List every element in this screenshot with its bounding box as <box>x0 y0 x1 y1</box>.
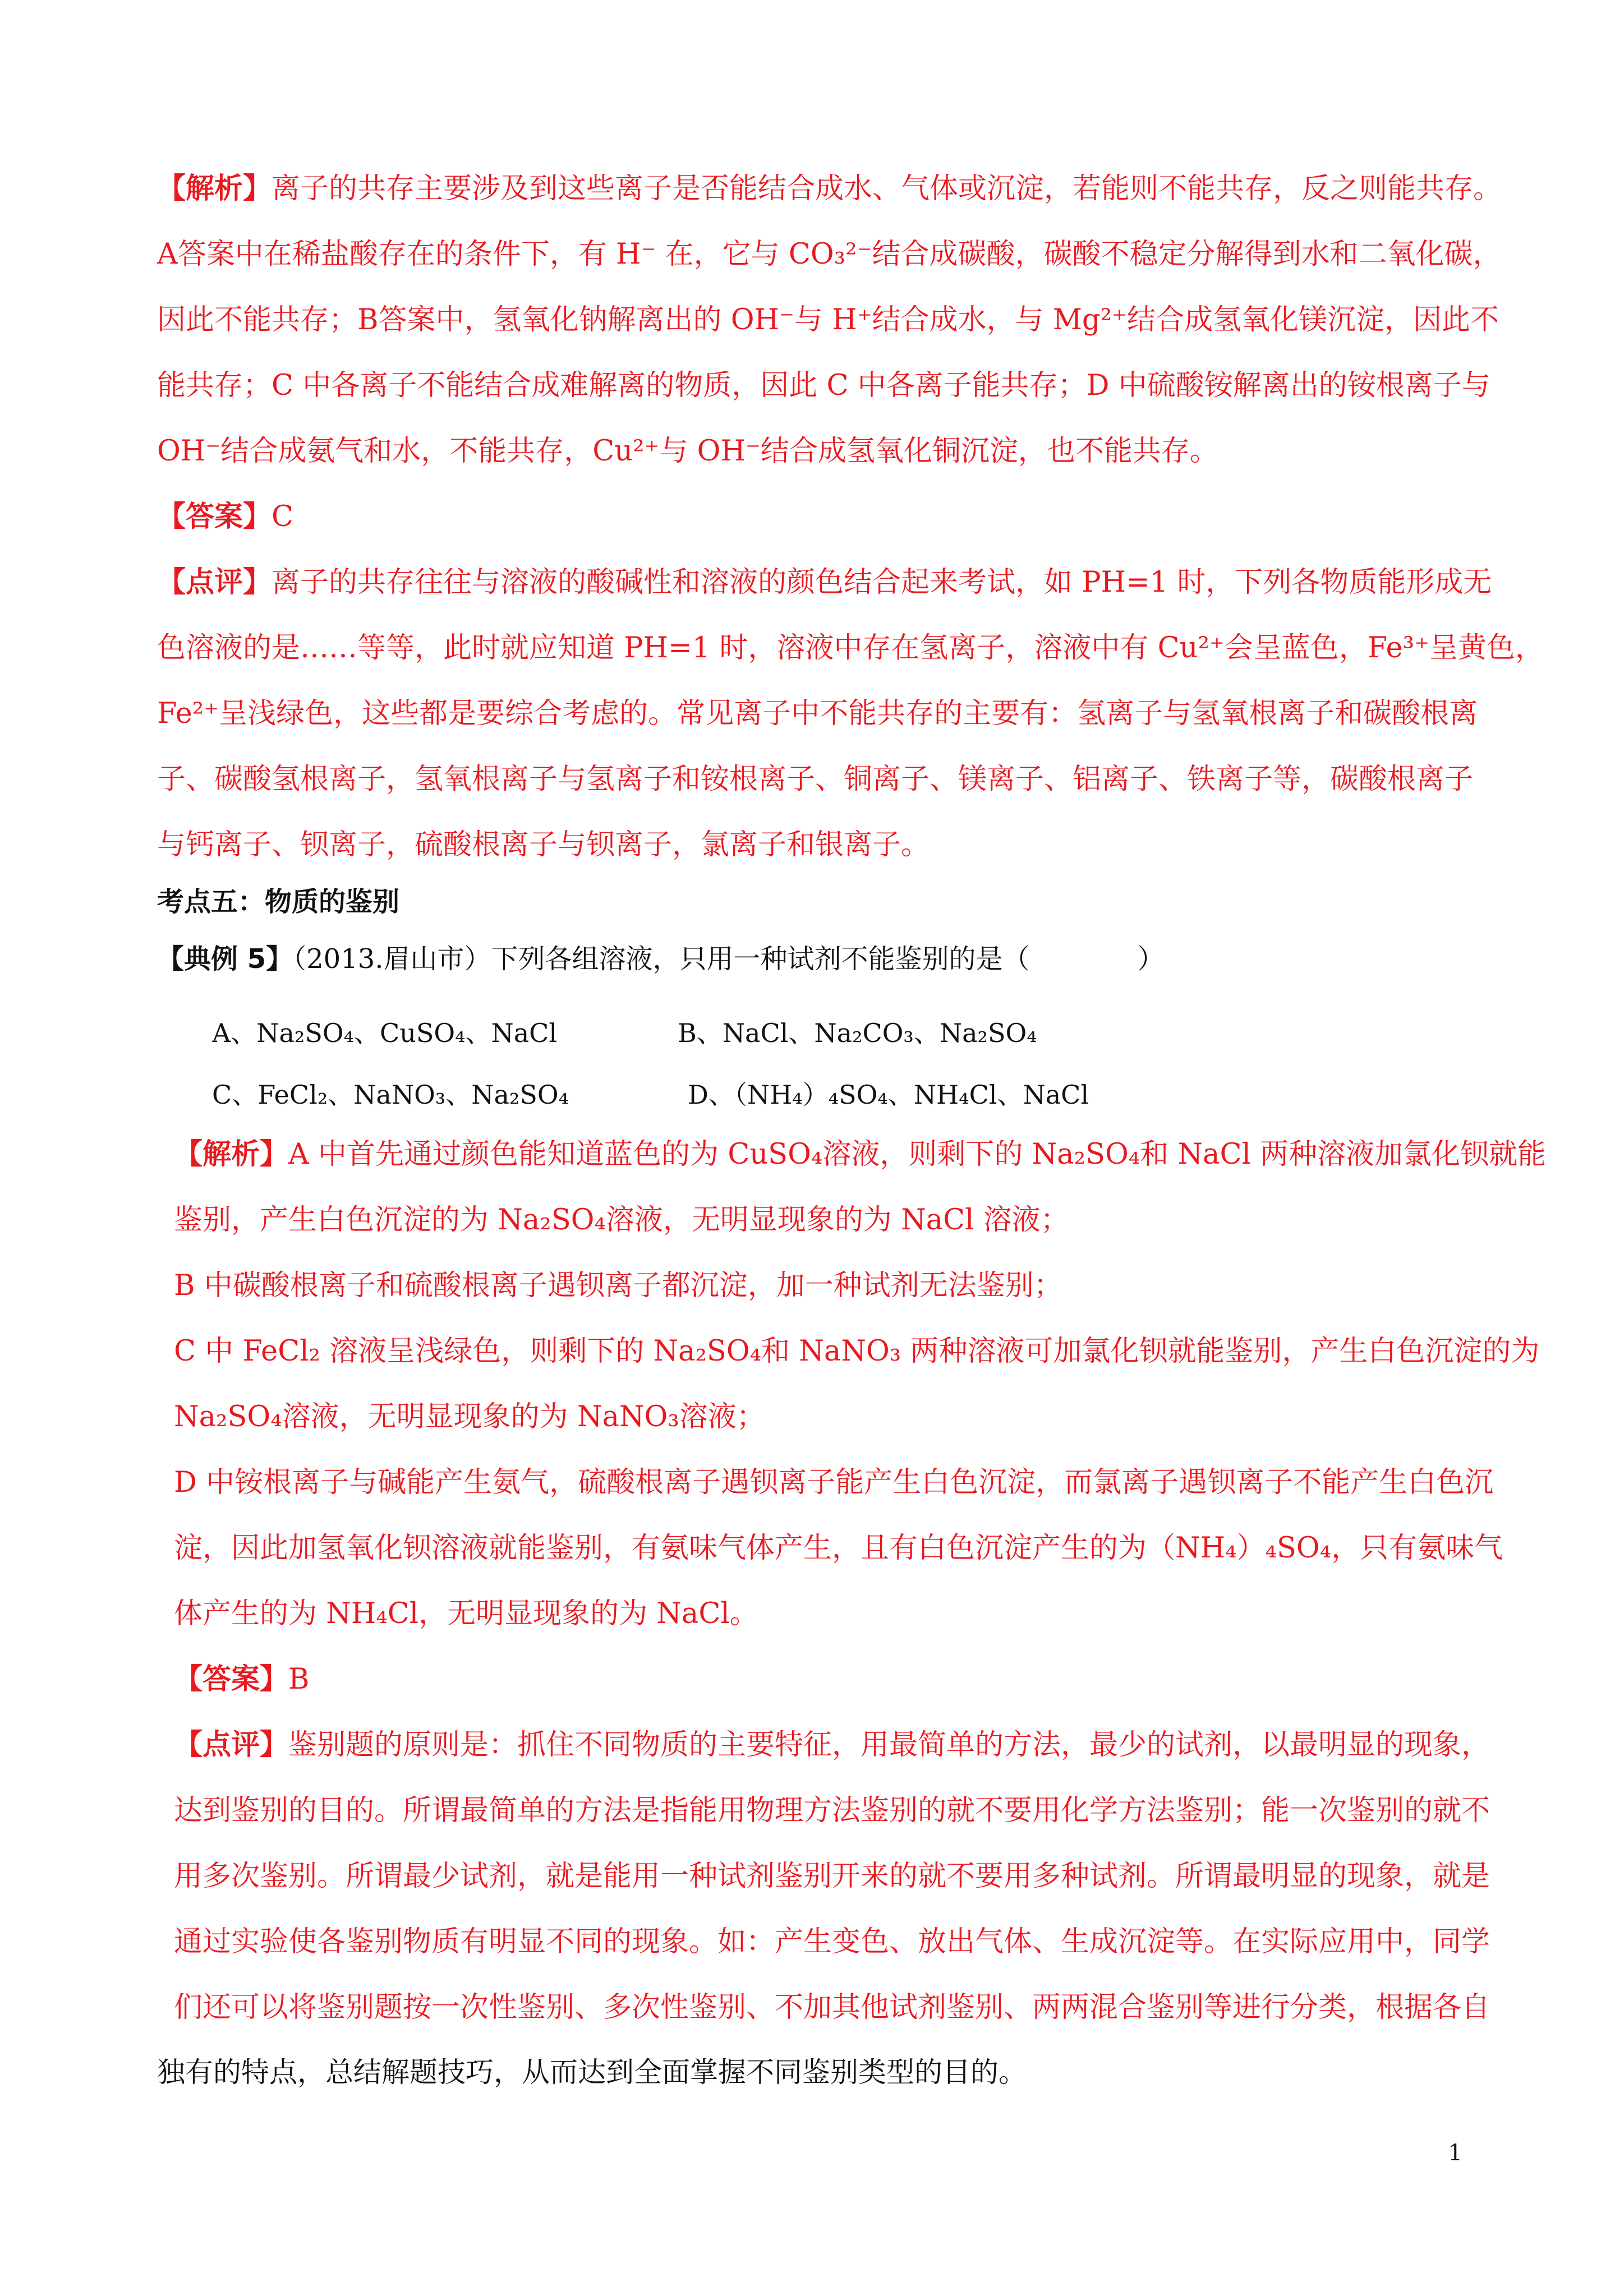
comment-tail-line: 独有的特点，总结解题技巧，从而达到全面掌握不同鉴别类型的目的。 <box>157 2056 1027 2088</box>
section-title: 考点五：物质的鉴别 <box>157 886 400 918</box>
analysis-1 <box>157 156 1544 878</box>
comment-tag: 【点评】 <box>174 1728 289 1762</box>
analysis-line: A答案中在稀盐酸存在的条件下，有 H⁻ 在，它与 CO₃²⁻结合成碳酸，碳酸不稳定分解得到水和二氧化碳， <box>157 238 1502 271</box>
analysis-line: 能共存；C 中各离子不能结合成难解离的物质，因此 C 中各离子能共存；D 中硫酸铵解离出的铵根离子与 <box>157 369 1490 402</box>
comment-line: 们还可以将鉴别题按一次性鉴别、多次性鉴别、不加其他试剂鉴别、两两混合鉴别等进行分类，根据各自 <box>174 1991 1490 2024</box>
analysis-line: B 中碳酸根离子和硫酸根离子遇钡离子都沉淀，加一种试剂无法鉴别； <box>174 1269 1062 1302</box>
analysis-line: 体产生的为 NH₄Cl，无明显现象的为 NaCl。 <box>174 1597 758 1630</box>
example-question-text: （2013.眉山市）下列各组溶液，只用一种试剂不能鉴别的是（ ） <box>293 943 1165 975</box>
page-number: 1 <box>1448 2140 1462 2166</box>
comment-line: 子、碳酸氢根离子，氢氧根离子与氢离子和铵根离子、铜离子、镁离子、铝离子、铁离子等，碳酸根离子 <box>157 763 1474 796</box>
option-b: B、NaCl、Na₂CO₃、Na₂SO₄ <box>678 1018 1037 1048</box>
analysis-line: 淀，因此加氢氧化钡溶液就能鉴别，有氨味气体产生，且有白色沉淀产生的为（NH₄）₄SO₄，只有氨味气 <box>174 1532 1503 1565</box>
option-c: C、FeCl₂、NaNO₃、Na₂SO₄ <box>212 1080 569 1110</box>
comment-line: 色溶液的是……等等，此时就应知道 PH=1 时，溶液中存在氢离子，溶液中有 Cu²⁺会呈蓝色，Fe³⁺呈黄色， <box>157 631 1544 665</box>
analysis-line: C 中 FeCl₂ 溶液呈浅绿色，则剩下的 Na₂SO₄和 NaNO₃ 两种溶液可加氯化钡就能鉴别，产生白色沉淀的为 <box>174 1335 1540 1368</box>
analysis-line: OH⁻结合成氨气和水，不能共存，Cu²⁺与 OH⁻结合成氢氧化铜沉淀，也不能共存。 <box>157 435 1218 468</box>
analysis-line: 鉴别，产生白色沉淀的为 Na₂SO₄溶液，无明显现象的为 NaCl 溶液； <box>174 1204 1069 1237</box>
answer-tag: 【答案】 <box>157 500 272 533</box>
analysis-line: A 中首先通过颜色能知道蓝色的为 CuSO₄溶液，则剩下的 Na₂SO₄和 NaCl 两种溶液加氯化钡就能 <box>288 1138 1547 1171</box>
comment-line: 离子的共存往往与溶液的酸碱性和溶液的颜色结合起来考试，如 PH=1 时，下列各物质能形成无 <box>272 566 1492 599</box>
answer-value: B <box>288 1663 310 1696</box>
comment-tag: 【点评】 <box>157 566 272 599</box>
example-tag: 【典例 5】 <box>157 943 293 975</box>
analysis-line: 因此不能共存；B答案中，氢氧化钠解离出的 OH⁻与 H⁺结合成水，与 Mg²⁺结合成氢氧化镁沉淀，因此不 <box>157 303 1499 336</box>
analysis-tag: 【解析】 <box>174 1138 289 1171</box>
example-question <box>157 938 1484 980</box>
comment-line: Fe²⁺呈浅绿色，这些都是要综合考虑的。常见离子中不能共存的主要有：氢离子与氢氧根离子和碳酸根离 <box>157 697 1478 730</box>
comment-line: 通过实验使各鉴别物质有明显不同的现象。如：产生变色、放出气体、生成沉淀等。在实际应用中，同学 <box>174 1925 1490 1958</box>
answer-tag: 【答案】 <box>174 1663 289 1696</box>
answer-value: C <box>272 500 294 533</box>
comment-line: 达到鉴别的目的。所谓最简单的方法是指能用物理方法鉴别的就不要用化学方法鉴别；能一次鉴别的就不 <box>174 1794 1490 1827</box>
analysis-2 <box>174 1122 1547 2040</box>
comment-tail <box>157 2041 1484 2103</box>
analysis-tag: 【解析】 <box>157 172 272 205</box>
analysis-line: D 中铵根离子与碱能产生氨气，硫酸根离子遇钡离子能产生白色沉淀，而氯离子遇钡离子不能产生白色沉 <box>174 1466 1494 1499</box>
comment-line: 与钙离子、钡离子，硫酸根离子与钡离子，氯离子和银离子。 <box>157 828 930 861</box>
analysis-line: Na₂SO₄溶液，无明显现象的为 NaNO₃溶液； <box>174 1400 765 1433</box>
option-a: A、Na₂SO₄、CuSO₄、NaCl <box>212 1018 558 1048</box>
analysis-line: 离子的共存主要涉及到这些离子是否能结合成水、气体或沉淀，若能则不能共存，反之则能共存。 <box>272 172 1502 205</box>
comment-line: 用多次鉴别。所谓最少试剂，就是能用一种试剂鉴别开来的就不要用多种试剂。所谓最明显的现象，就是 <box>174 1860 1490 1893</box>
comment-line: 鉴别题的原则是：抓住不同物质的主要特征，用最简单的方法，最少的试剂，以最明显的现象， <box>288 1728 1490 1762</box>
option-d: D、（NH₄）₄SO₄、NH₄Cl、NaCl <box>688 1080 1089 1110</box>
